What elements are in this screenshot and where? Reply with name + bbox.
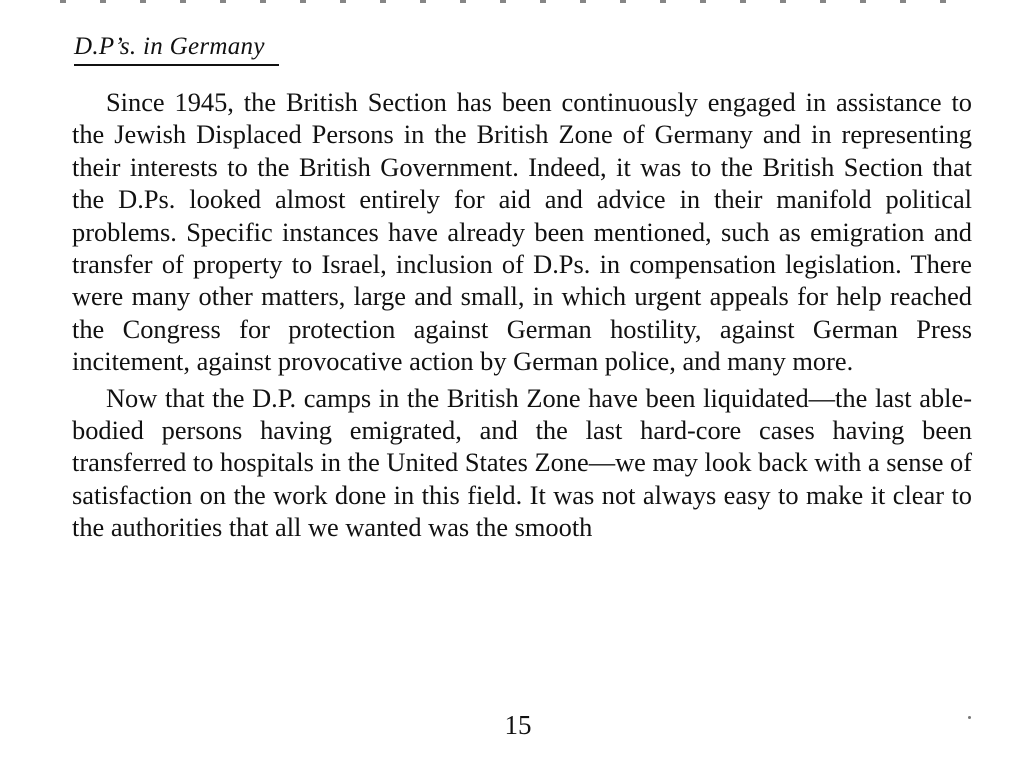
- body-text: [72, 86, 972, 544]
- paragraph-1: Since 1945, the British Section has been continuously engaged in assistance to the Jewish Displaced Persons in the British Zone of Germany and in representing their interests to the British Government. Indeed, it was to the British Section that the D.Ps. looked almost entirely for aid and advice in their manifold political problems. Specific instances have already been mentioned, such as emigration and transfer of property to Israel, inclusion of D.Ps. in compensation legislation. There were many other matters, large and small, in which urgent appeals for help reached the Congress for protection against German hostility, against German Press incitement, against provocative action by German police, and many more.: [72, 87, 972, 377]
- paragraph-2: Now that the D.P. camps in the British Zone have been liquidated—the last able-bodied persons having emigrated, and the last hard-core cases having been transferred to hospitals in the United States Zone—we may look back with a sense of satisfaction on the work done in this field. It was not always easy to make it clear to the authorities that all we wanted was the smooth: [72, 382, 972, 543]
- page-number: 15: [504, 710, 532, 740]
- scan-speck: [968, 716, 971, 719]
- section-heading: D.P’s. in Germany: [74, 30, 279, 66]
- cropped-previous-line: [60, 0, 960, 3]
